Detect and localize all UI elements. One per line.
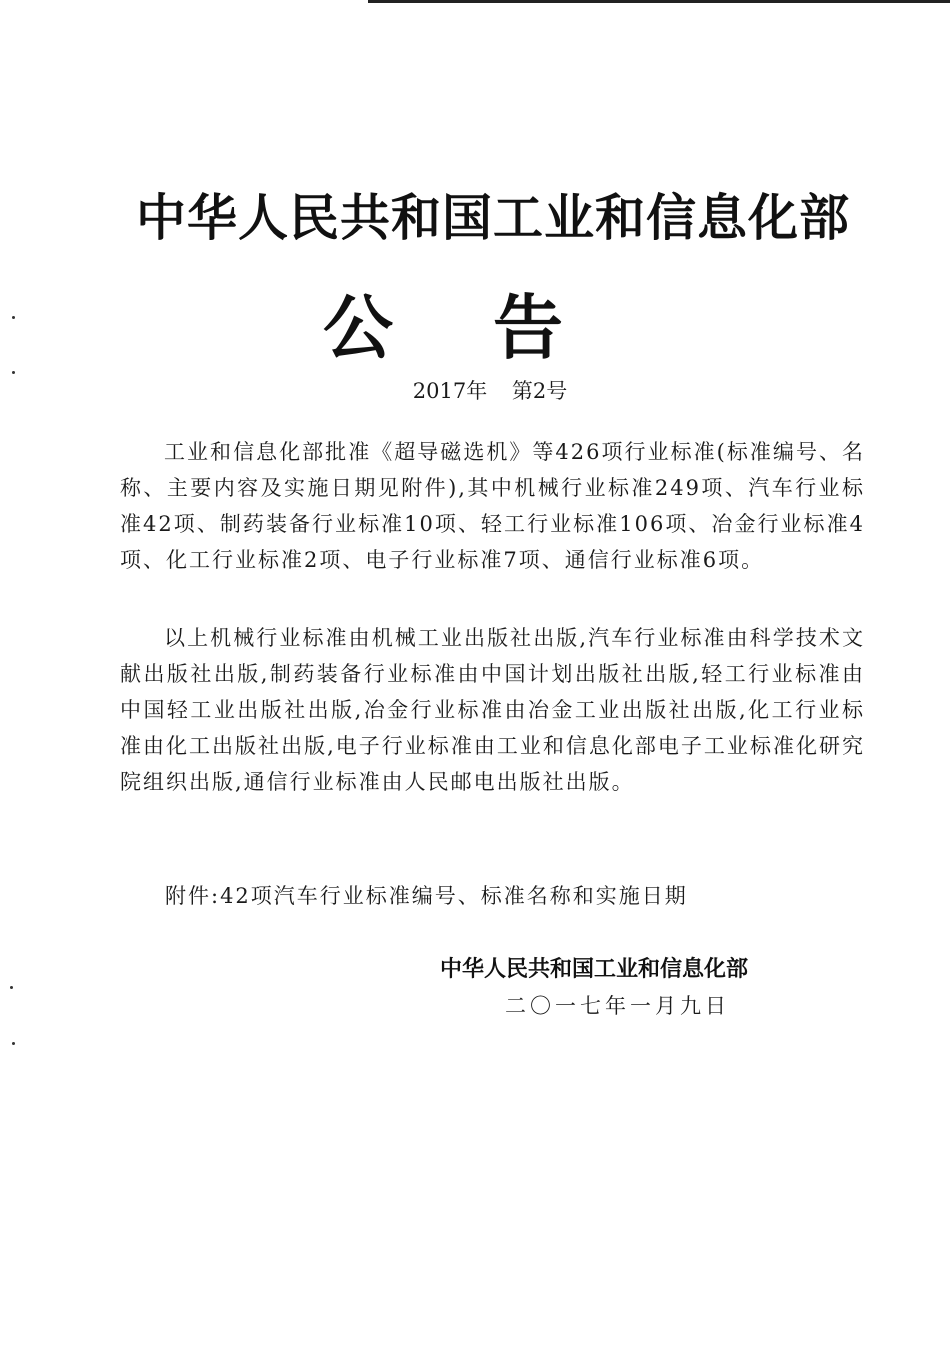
issue-date: 二〇一七年一月九日 xyxy=(505,994,730,1018)
top-border-line xyxy=(368,0,950,3)
body-paragraph: 以上机械行业标准由机械工业出版社出版,汽车行业标准由科学技术文献出版社出版,制药装备行业标准由中国计划出版社出版,轻工行业标准由中国轻工业出版社出版,冶金行业标准由冶金工业出版社出版,化工行业标准由化工出版社出版,电子行业标准由工业和信息化部电子工业标准化研究院组织出版,通信行业标准由人民邮电出版社出版。 xyxy=(120,626,865,794)
body-paragraph: 工业和信息化部批准《超导磁选机》等426项行业标准(标准编号、名称、主要内容及实施日期见附件),其中机械行业标准249项、汽车行业标准42项、制药装备行业标准10项、轻工行业标准106项、冶金行业标准4项、化工行业标准2项、电子行业标准7项、通信行业标准6项。 xyxy=(120,440,865,572)
scan-artifact-dot xyxy=(12,1042,15,1045)
notice-title: 公告 xyxy=(323,287,663,369)
attachment-note: 附件:42项汽车行业标准编号、标准名称和实施日期 xyxy=(165,884,688,908)
ministry-title: 中华人民共和国工业和信息化部 xyxy=(136,189,850,247)
issuer-signature: 中华人民共和国工业和信息化部 xyxy=(440,957,749,982)
scan-artifact-dot xyxy=(10,986,13,989)
issue-number: 2017年 第2号 xyxy=(412,379,568,403)
